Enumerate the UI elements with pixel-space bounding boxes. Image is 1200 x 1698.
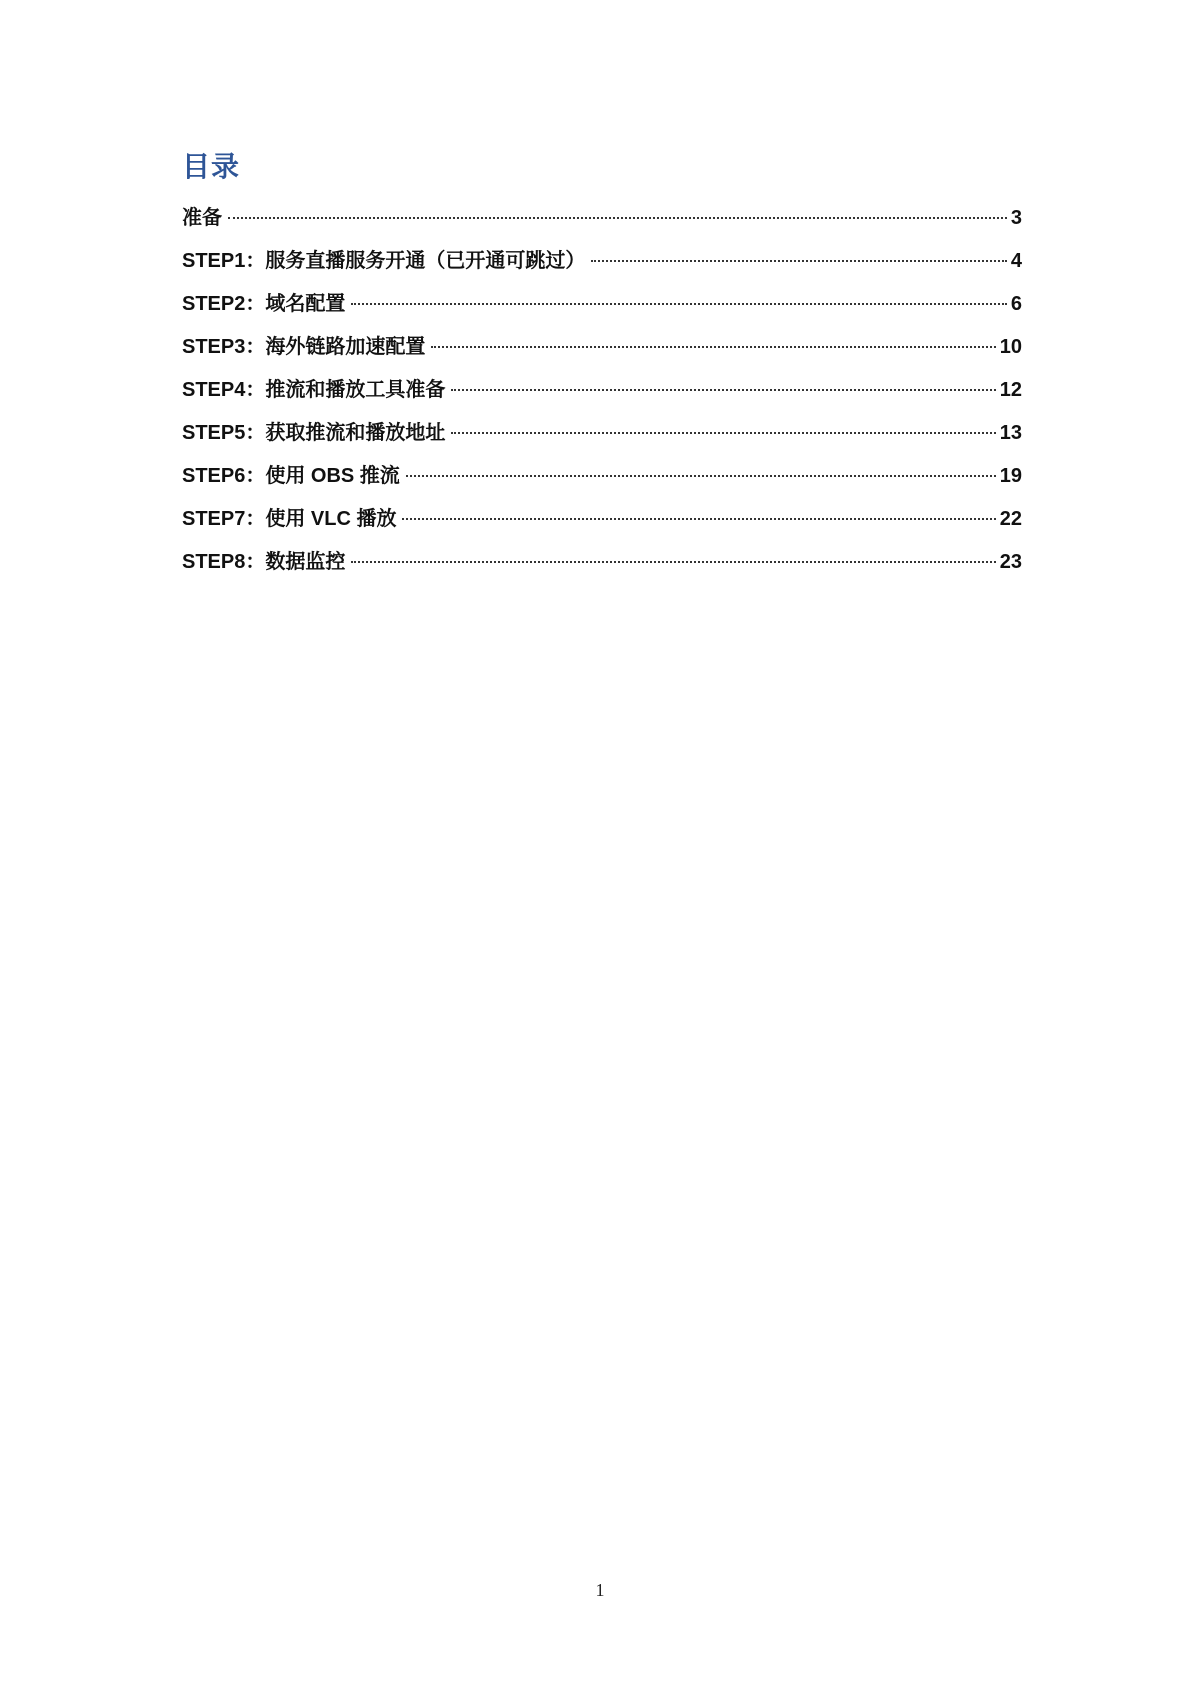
toc-entry-page: 10: [999, 336, 1022, 358]
toc-entry-label: STEP3：海外链路加速配置: [182, 336, 426, 358]
toc-entry[interactable]: [182, 369, 1022, 412]
toc-leader-dots: [451, 432, 995, 434]
toc-entry[interactable]: [182, 412, 1022, 455]
toc-entry-page: 13: [999, 422, 1022, 444]
toc-leader-dots: [228, 217, 1007, 219]
toc-leader-dots: [402, 518, 995, 520]
toc-entry-page: 22: [999, 508, 1022, 530]
toc-entry-label: STEP6：使用 OBS 推流: [182, 465, 400, 487]
toc-entry-label: 准备: [182, 207, 222, 229]
toc-entry-page: 23: [999, 551, 1022, 573]
toc-entry[interactable]: [182, 197, 1022, 240]
toc-entry-label: STEP2：域名配置: [182, 293, 346, 315]
toc-entry-label: STEP8：数据监控: [182, 551, 346, 573]
toc-entry[interactable]: [182, 541, 1022, 584]
toc-leader-dots: [406, 475, 996, 477]
toc-entry[interactable]: [182, 326, 1022, 369]
toc-entry-label: STEP1：服务直播服务开通（已开通可跳过）: [182, 250, 586, 272]
toc-list: [182, 197, 1022, 584]
toc-leader-dots: [351, 561, 995, 563]
toc-entry-page: 3: [1010, 207, 1022, 229]
toc-leader-dots: [591, 260, 1007, 262]
toc-entry-page: 12: [999, 379, 1022, 401]
toc-entry[interactable]: [182, 455, 1022, 498]
toc-entry-label: STEP5：获取推流和播放地址: [182, 422, 446, 444]
toc-leader-dots: [451, 389, 995, 391]
toc-entry-page: 4: [1010, 250, 1022, 272]
page-number: 1: [595, 1580, 605, 1600]
toc-entry-page: 19: [999, 465, 1022, 487]
toc-entry[interactable]: [182, 283, 1022, 326]
toc-entry-label: STEP7：使用 VLC 播放: [182, 508, 397, 530]
toc-entry[interactable]: [182, 240, 1022, 283]
toc-leader-dots: [431, 346, 995, 348]
toc-entry-label: STEP4：推流和播放工具准备: [182, 379, 446, 401]
toc-leader-dots: [351, 303, 1007, 305]
toc-entry[interactable]: [182, 498, 1022, 541]
toc-title: 目录: [182, 151, 241, 182]
toc-entry-page: 6: [1010, 293, 1022, 315]
